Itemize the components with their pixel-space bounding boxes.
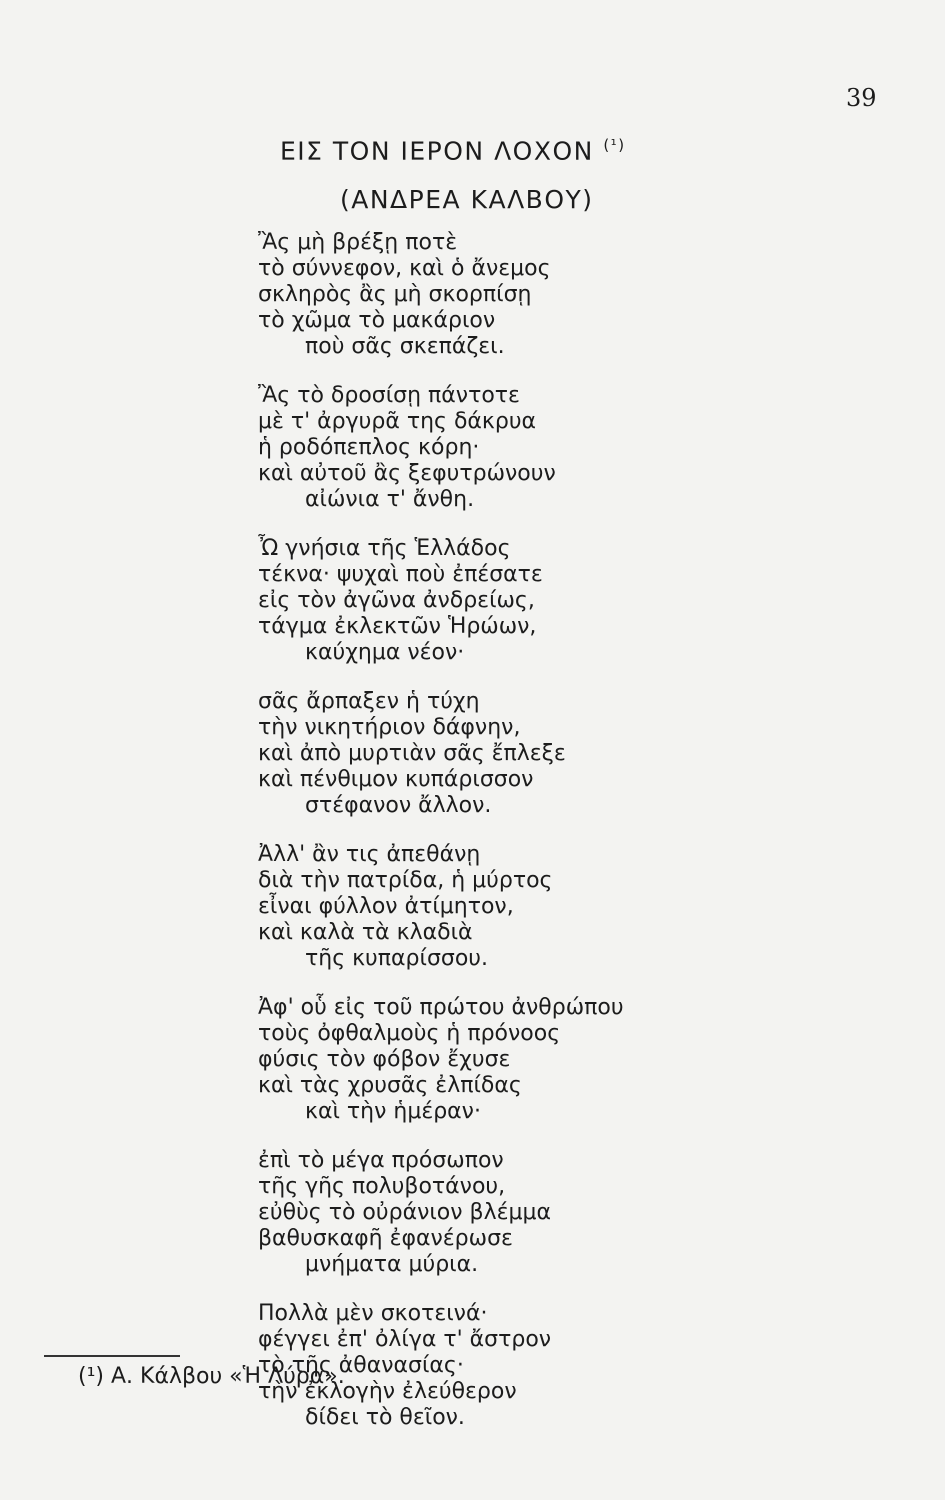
verse-line: Ἂς τὸ δροσίσῃ πάντοτε	[258, 383, 520, 408]
footnote-rule	[44, 1355, 180, 1357]
verse-line: Ἂς μὴ βρέξῃ ποτὲ	[258, 230, 458, 255]
verse-line: φύσις τὸν φόβον ἔχυσε	[258, 1047, 511, 1072]
verse-line: καὶ τὰς χρυσᾶς ἐλπίδας	[258, 1073, 522, 1098]
verse-line: αἰώνια τ' ἄνθη.	[305, 487, 475, 512]
poem-title	[280, 136, 626, 165]
stanza	[258, 995, 624, 1125]
stanza	[258, 383, 624, 513]
verse-line: Ἀφ' οὗ εἰς τοῦ πρώτου ἀνθρώπου	[258, 995, 624, 1020]
verse-line: εὐθὺς τὸ οὐράνιον βλέμμα	[258, 1200, 551, 1225]
verse-line: τοὺς ὀφθαλμοὺς ἡ πρόνοος	[258, 1021, 561, 1046]
verse-line: τάγμα ἐκλεκτῶν Ἡρώων,	[258, 614, 537, 639]
verse-line: δίδει τὸ θεῖον.	[305, 1405, 465, 1430]
verse-line: φέγγει ἐπ' ὀλίγα τ' ἄστρον	[258, 1327, 552, 1352]
poem-body	[258, 230, 624, 1454]
verse-line: διὰ τὴν πατρίδα, ἡ μύρτος	[258, 868, 553, 893]
verse-line: τὴν νικητήριον δάφνην,	[258, 715, 521, 740]
verse-line: Πολλὰ μὲν σκοτεινά·	[258, 1301, 488, 1326]
verse-line: ποὺ σᾶς σκεπάζει.	[305, 334, 505, 359]
verse-line: καὶ τὴν ἡμέραν·	[305, 1099, 481, 1124]
verse-line: βαθυσκαφῆ ἐφανέρωσε	[258, 1226, 513, 1251]
verse-line: τέκνα· ψυχαὶ ποὺ ἐπέσατε	[258, 562, 543, 587]
footnote: (¹) Α. Κάλβου «Ἡ Λύρα».	[78, 1364, 345, 1389]
verse-line: ἡ ροδόπεπλος κόρη·	[258, 435, 480, 460]
verse-line: καὶ αὐτοῦ ἂς ξεφυτρώνουν	[258, 461, 556, 486]
verse-line: ἐπὶ τὸ μέγα πρόσωπον	[258, 1148, 504, 1173]
stanza	[258, 536, 624, 666]
poem-title-text: ΕΙΣ ΤΟΝ ΙΕΡΟΝ ΛΟΧΟΝ	[280, 136, 594, 166]
verse-line: τὸ τῆς ἀθανασίας·	[258, 1353, 464, 1378]
verse-line: Ἀλλ' ἂν τις ἀπεθάνῃ	[258, 842, 481, 867]
verse-line: εἰς τὸν ἀγῶνα ἀνδρείως,	[258, 588, 535, 613]
verse-line: εἶναι φύλλον ἀτίμητον,	[258, 894, 514, 919]
stanza	[258, 842, 624, 972]
verse-line: καύχημα νέον·	[305, 640, 465, 665]
verse-line: τὴν ἐκλογὴν ἐλεύθερον	[258, 1379, 517, 1404]
footnote-mark: (¹)	[603, 136, 626, 154]
verse-line: τὸ σύννεφον, καὶ ὁ ἄνεμος	[258, 256, 551, 281]
stanza	[258, 1148, 624, 1278]
stanza	[258, 689, 624, 819]
page-number: 39	[846, 84, 877, 112]
poem-subtitle: (ΑΝΔΡΕΑ ΚΑΛΒΟΥ)	[340, 185, 594, 214]
verse-line: καὶ καλὰ τὰ κλαδιὰ	[258, 920, 473, 945]
verse-line: τῆς γῆς πολυβοτάνου,	[258, 1174, 506, 1199]
stanza	[258, 230, 624, 360]
verse-line: τὸ χῶμα τὸ μακάριον	[258, 308, 496, 333]
verse-line: σκληρὸς ἂς μὴ σκορπίσῃ	[258, 282, 532, 307]
verse-line: σᾶς ἄρπαξεν ἡ τύχη	[258, 689, 480, 714]
verse-line: τῆς κυπαρίσσου.	[305, 946, 489, 971]
verse-line: μνήματα μύρια.	[305, 1252, 479, 1277]
verse-line: στέφανον ἄλλον.	[305, 793, 492, 818]
verse-line: Ὦ γνήσια τῆς Ἑλλάδος	[258, 536, 511, 561]
verse-line: καὶ πένθιμον κυπάρισσον	[258, 767, 534, 792]
verse-line: καὶ ἀπὸ μυρτιὰν σᾶς ἔπλεξε	[258, 741, 566, 766]
verse-line: μὲ τ' ἀργυρᾶ της δάκρυα	[258, 409, 537, 434]
